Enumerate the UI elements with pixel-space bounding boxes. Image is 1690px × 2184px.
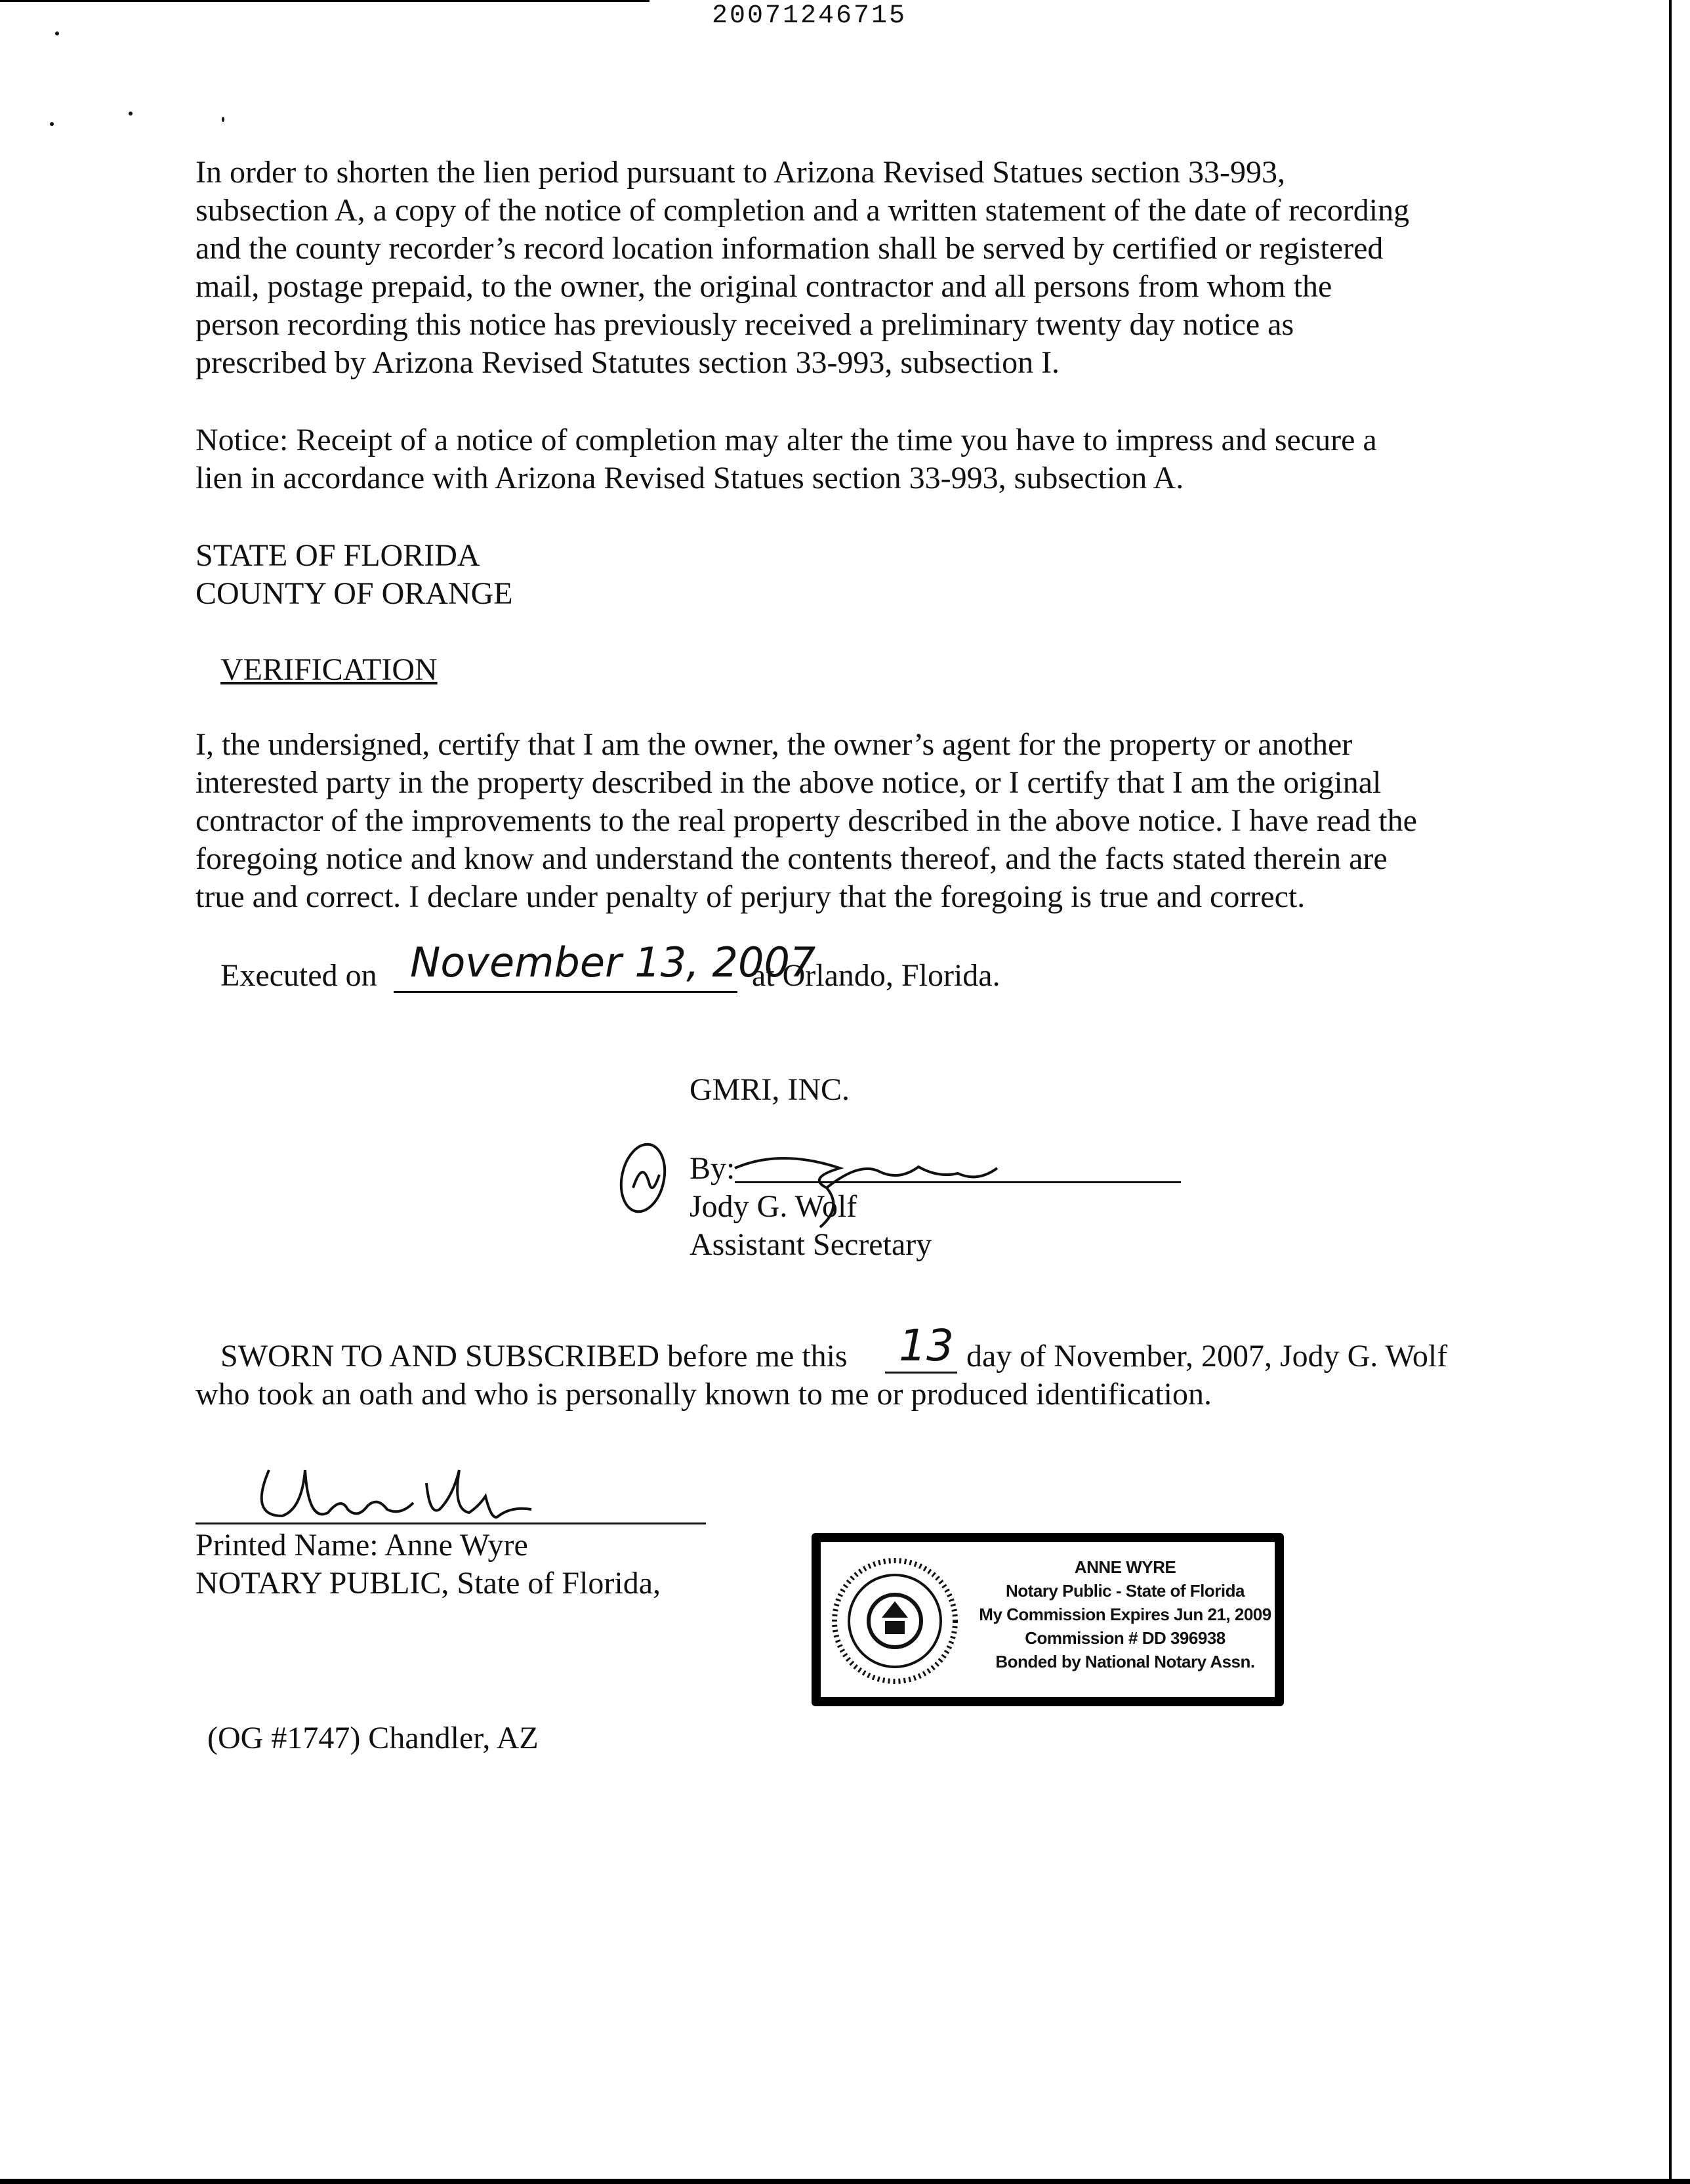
stamp-line-2: Notary Public - State of Florida: [1006, 1581, 1245, 1601]
executed-date-handwritten: November 13, 2007: [410, 938, 816, 986]
notary-title: NOTARY PUBLIC, State of Florida,: [196, 1566, 661, 1601]
verification-heading: VERIFICATION: [220, 652, 438, 687]
scan-bottom-edge: [0, 2179, 1690, 2184]
stamp-line-3: My Commission Expires Jun 21, 2009: [979, 1605, 1271, 1624]
executed-suffix: at Orlando, Florida.: [752, 958, 1000, 993]
stamp-name: ANNE WYRE: [1074, 1557, 1176, 1577]
jurat-line-1-suffix: day of November, 2007, Jody G. Wolf: [966, 1339, 1448, 1374]
scan-speck: [222, 117, 224, 122]
scan-speck: [50, 122, 54, 126]
verification-text: I, the undersigned, certify that I am the owner, the owner’s agent for the property or another interested party in the property described in the above notice, or I certify that I am the original contractor of the improvements to the real property described in the above notice. I have read the foregoing notice and know and understand the contents thereof, and the facts stated therein are true and correct. I declare under penalty of perjury that the foregoing is true and correct.: [196, 727, 1417, 914]
initials-mark: [613, 1139, 679, 1217]
scan-top-rule: [0, 0, 649, 2]
executed-date-line: [394, 991, 737, 993]
footer-reference: (OG #1747) Chandler, AZ: [207, 1721, 539, 1755]
notice-paragraph: Notice: Receipt of a notice of completion may alter the time you have to impress and secure a lien in accordance with Arizona Revised Statues section 33-993, subsection A.: [196, 423, 1377, 495]
jurat-line-2: who took an oath and who is personally known to me or produced identification.: [196, 1377, 1212, 1412]
notary-signature: [243, 1444, 545, 1536]
company-name: GMRI, INC.: [690, 1072, 850, 1107]
by-label: By:: [690, 1151, 735, 1186]
county-line: COUNTY OF ORANGE: [196, 576, 513, 611]
jurat-line-1-prefix: SWORN TO AND SUBSCRIBED before me this: [220, 1339, 848, 1374]
notary-stamp-text: [978, 1555, 1273, 1673]
stamp-line-4: Commission # DD 396938: [1025, 1628, 1226, 1648]
signer-name: Jody G. Wolf: [690, 1189, 857, 1224]
notary-seal: [829, 1555, 960, 1687]
jurat-day-handwritten: 13: [899, 1320, 954, 1371]
jurat-day-line: [885, 1372, 957, 1374]
record-number: 20071246715: [712, 1, 907, 31]
state-line: STATE OF FLORIDA: [196, 538, 480, 573]
scan-speck: [55, 32, 59, 35]
executed-prefix: Executed on: [220, 958, 377, 993]
scan-speck: [129, 112, 133, 116]
notary-signature-line: [196, 1522, 706, 1524]
lien-period-paragraph: In order to shorten the lien period pursuant to Arizona Revised Statues section 33-993, subsection A, a copy of the notice of completion and a written statement of the date of recording and the county recorder’s record location information shall be served by certified or registered mail, postage prepaid, to the owner, the original contractor and all persons from whom the person recording this notice has previously received a preliminary twenty day notice as prescribed by Arizona Revised Statutes section 33-993, subsection I.: [196, 155, 1410, 380]
signer-title: Assistant Secretary: [690, 1227, 932, 1262]
stamp-line-5: Bonded by National Notary Assn.: [995, 1652, 1255, 1671]
notary-printed-name: Printed Name: Anne Wyre: [196, 1528, 528, 1563]
